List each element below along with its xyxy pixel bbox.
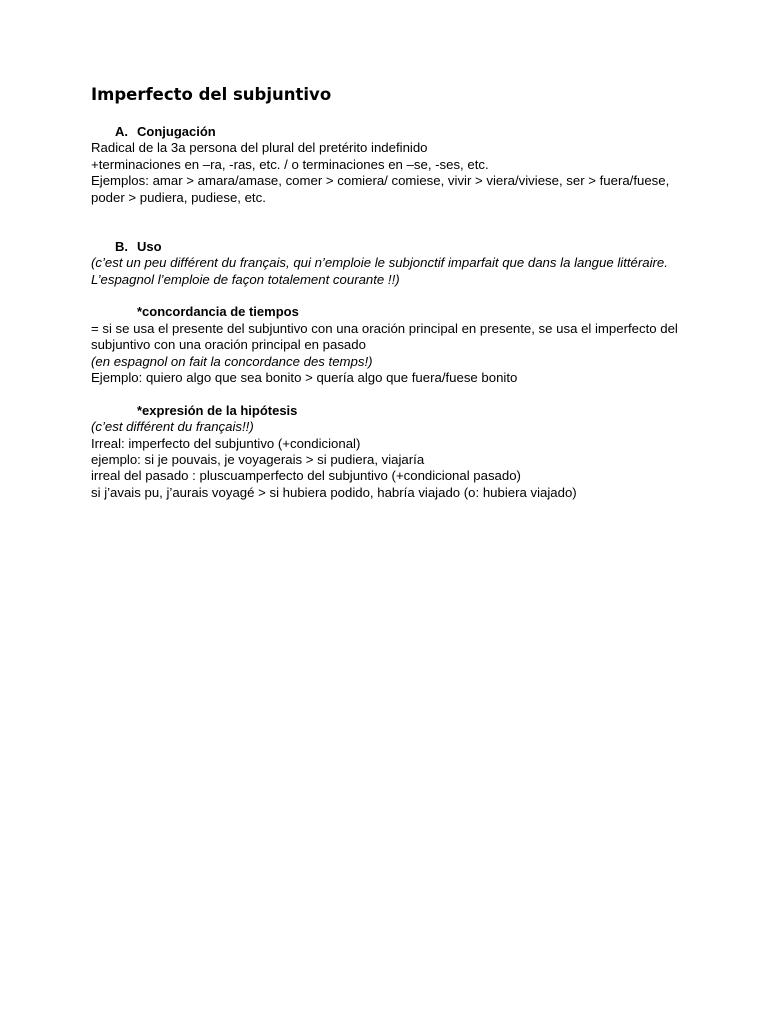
concordancia-line: = si se usa el presente del subjuntivo con una oración principal en presente, se usa el imperfecto del [91,320,678,336]
document-page [91,84,681,501]
section-b-marker: B. [115,238,128,254]
concordancia-note: (en espagnol on fait la concordance des temps!) [91,353,373,369]
section-b-heading [91,239,681,255]
page-title: Imperfecto del subjuntivo [91,85,332,104]
section-a-line: Ejemplos: amar > amara/amase, comer > comiera/ comiese, vivir > viera/viviese, ser > fuera/fuese, [91,173,670,189]
concordancia-line: subjuntivo con una oración principal en pasado [91,337,366,353]
concordancia-heading: *concordancia de tiempos [137,304,299,320]
concordancia-example: Ejemplo: quiero algo que sea bonito > quería algo que fuera/fuese bonito [91,370,518,386]
section-b-title: Uso [137,238,162,254]
hipotesis-note: (c’est différent du français!!) [91,419,254,435]
section-a-title: Conjugación [137,124,216,139]
hipotesis-heading: *expresión de la hipótesis [137,402,298,418]
hipotesis-line: Irreal: imperfecto del subjuntivo (+condicional) [91,435,361,451]
section-a-marker: A. [115,124,128,139]
hipotesis-line: si j’avais pu, j’aurais voyagé > si hubiera podido, habría viajado (o: hubiera viajado) [91,484,577,500]
section-a-line: Radical de la 3a persona del plural del pretérito indefinido [91,140,428,156]
section-b-note-line: (c’est un peu différent du français, qui n’emploie le subjonctif imparfait que dans la langue littéraire. [91,255,668,271]
section-b-note-line: L’espagnol l’emploie de façon totalement courante !!) [91,271,400,287]
section-a-line: +terminaciones en –ra, -ras, etc. / o terminaciones en –se, -ses, etc. [91,156,489,172]
hipotesis-line: ejemplo: si je pouvais, je voyagerais > si pudiera, viajaría [91,452,425,468]
hipotesis-line: irreal del pasado : pluscuamperfecto del subjuntivo (+condicional pasado) [91,468,521,484]
section-a-heading [91,124,681,140]
section-a-line: poder > pudiera, pudiese, etc. [91,189,266,205]
